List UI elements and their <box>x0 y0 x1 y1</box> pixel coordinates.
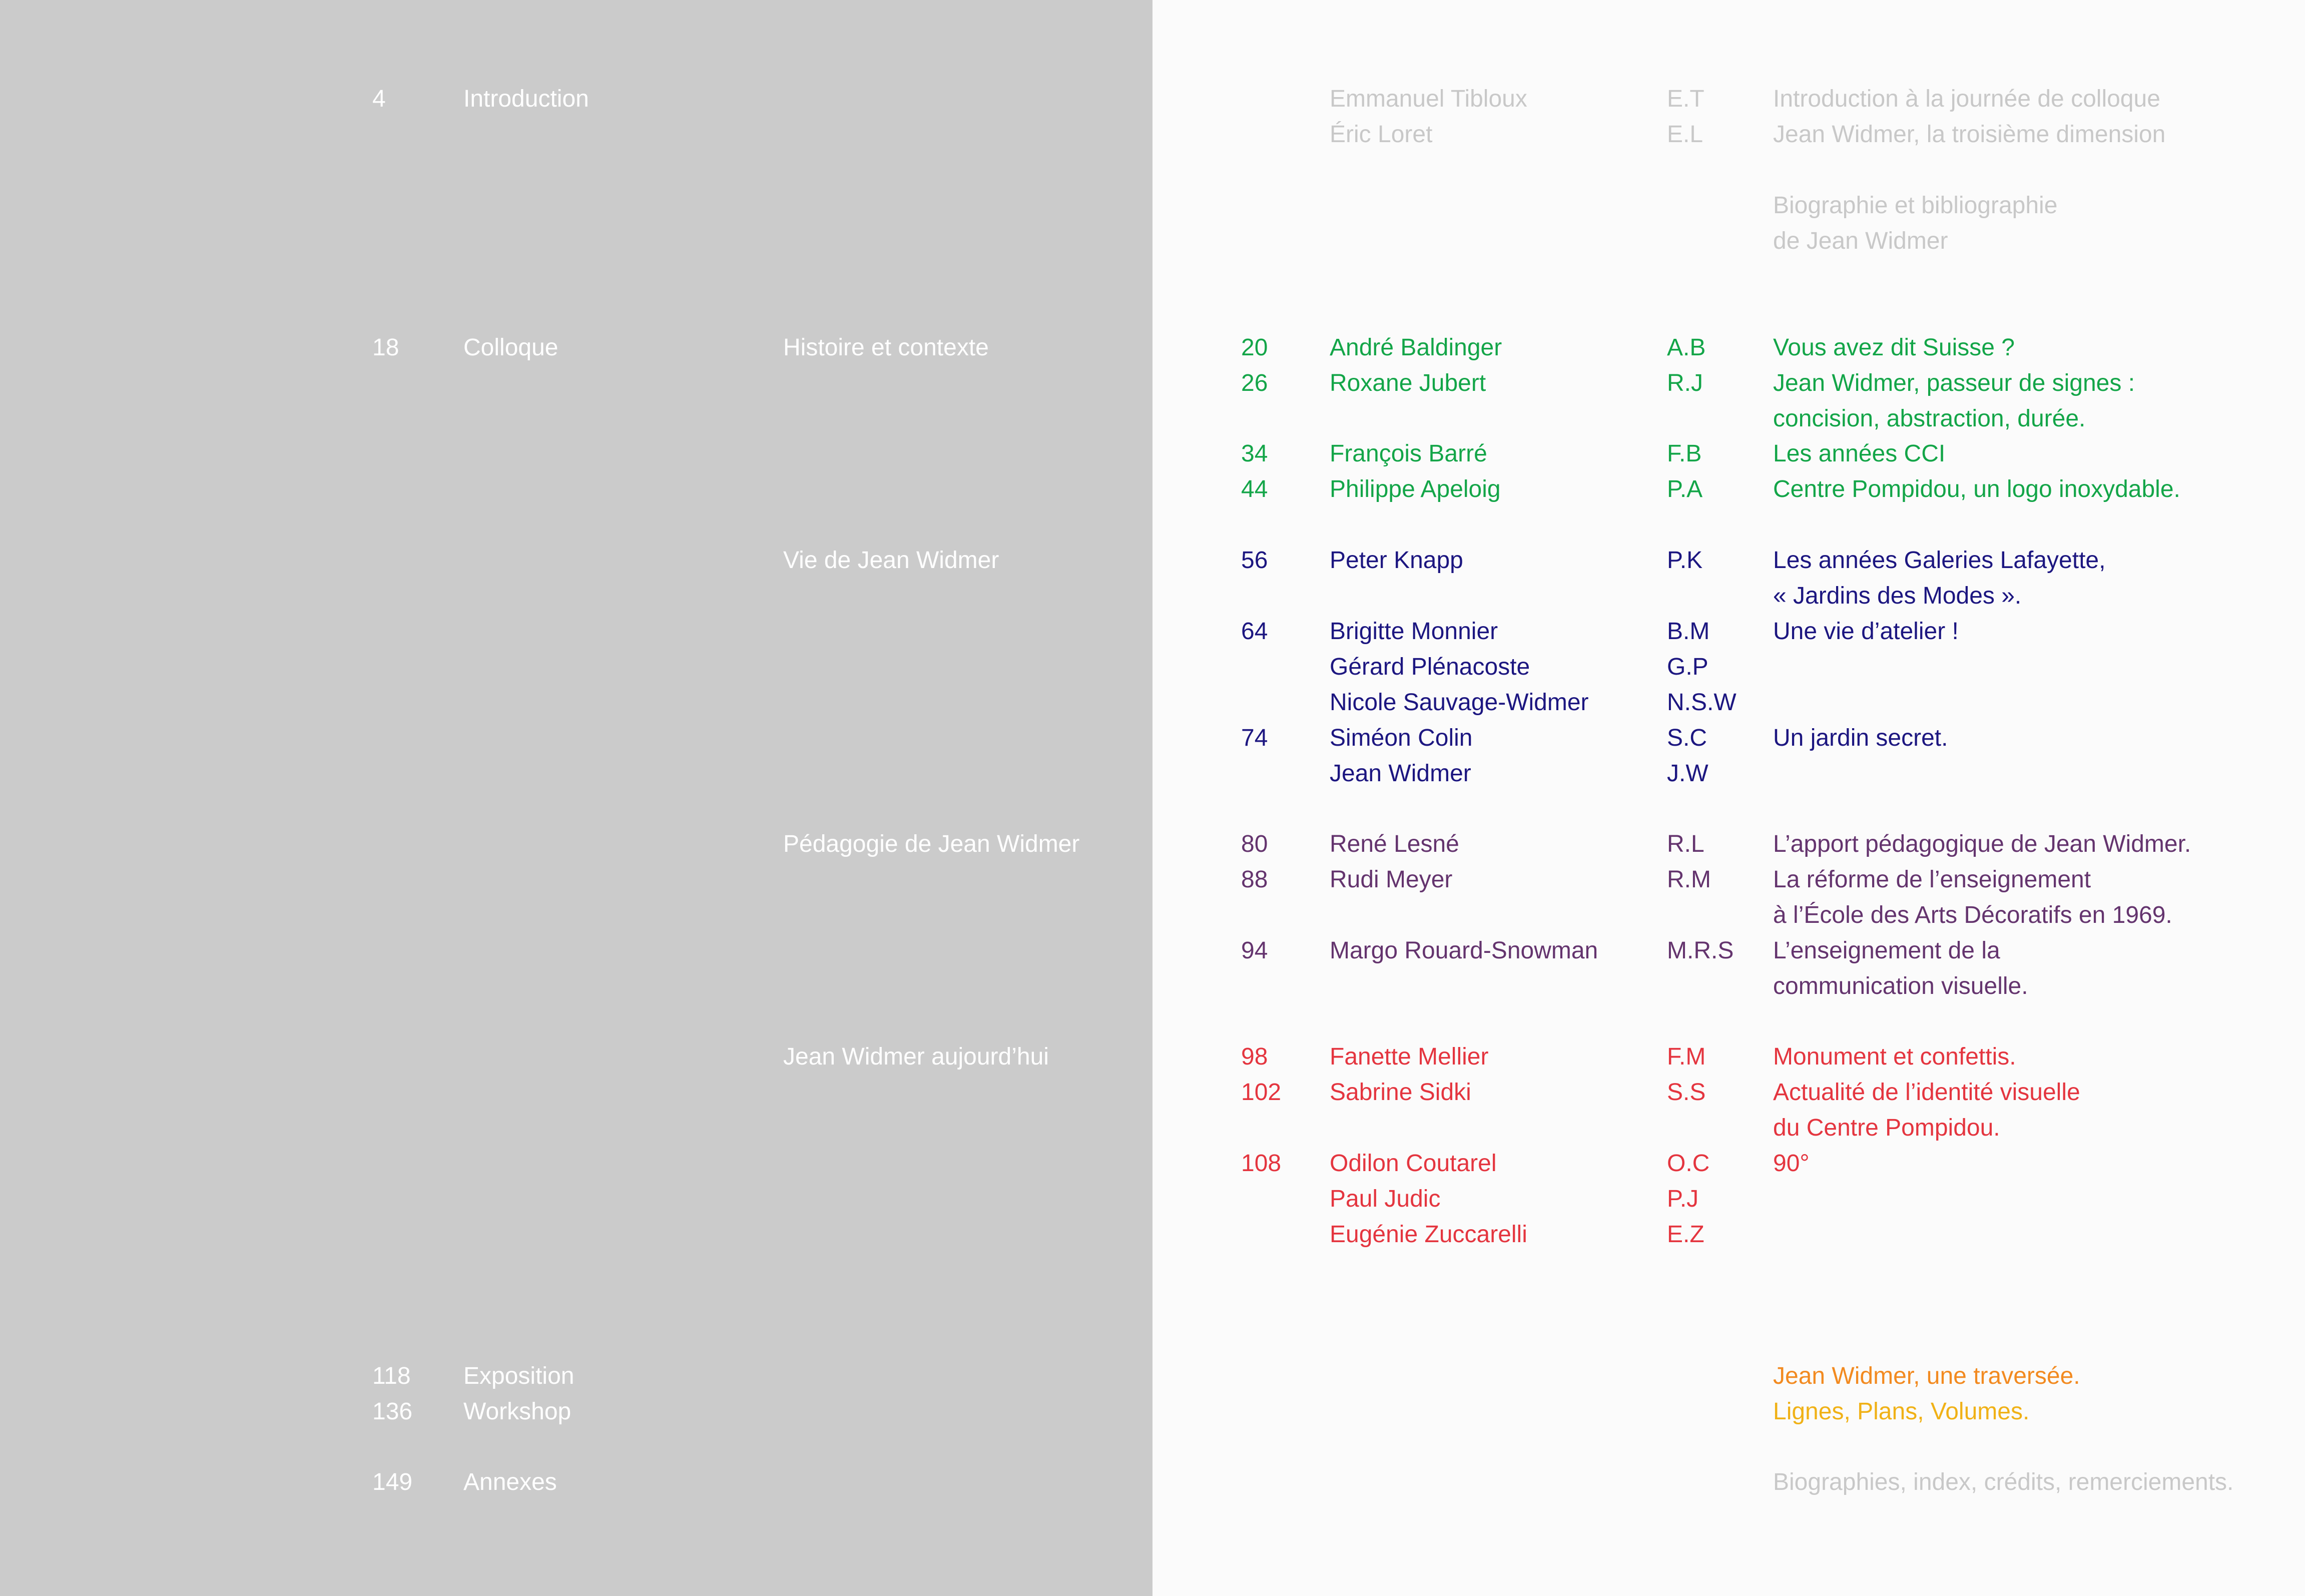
section-title: Exposition <box>463 1363 574 1389</box>
author-name: Margo Rouard-Snowman <box>1330 937 1598 964</box>
author-initials: F.B <box>1667 440 1702 467</box>
biography-line: Biographie et bibliographie <box>1773 192 2058 219</box>
author-initials: P.J <box>1667 1186 1699 1212</box>
section-number: 136 <box>372 1398 413 1425</box>
author-name: Nicole Sauvage-Widmer <box>1330 689 1589 716</box>
author-name: Peter Knapp <box>1330 547 1463 574</box>
subsection-title: Jean Widmer aujourd’hui <box>783 1043 1049 1070</box>
article-title: 90° <box>1773 1150 1810 1177</box>
author-initials: R.M <box>1667 866 1711 893</box>
author-name: Siméon Colin <box>1330 725 1473 751</box>
entry-page: 94 <box>1241 937 1268 964</box>
article-title: Vous avez dit Suisse ? <box>1773 334 2015 361</box>
article-title: Actualité de l’identité visuelle <box>1773 1079 2080 1106</box>
section-title: Introduction <box>463 86 589 112</box>
section-number: 18 <box>372 334 399 361</box>
subsection-title: Histoire et contexte <box>783 334 989 361</box>
entry-page: 98 <box>1241 1043 1268 1070</box>
author-name: André Baldinger <box>1330 334 1502 361</box>
article-title: Monument et confettis. <box>1773 1043 2016 1070</box>
author-name: Brigitte Monnier <box>1330 618 1498 645</box>
article-title-continued: « Jardins des Modes ». <box>1773 583 2022 609</box>
section-title: Colloque <box>463 334 558 361</box>
author-initials: O.C <box>1667 1150 1710 1177</box>
author-name: Gérard Plénacoste <box>1330 654 1530 680</box>
article-title: Les années Galeries Lafayette, <box>1773 547 2106 574</box>
subsection-title: Pédagogie de Jean Widmer <box>783 831 1080 857</box>
author-name: Rudi Meyer <box>1330 866 1453 893</box>
author-name: Emmanuel Tibloux <box>1330 86 1527 112</box>
entry-page: 80 <box>1241 831 1268 857</box>
entry-page: 88 <box>1241 866 1268 893</box>
author-initials: E.T <box>1667 86 1704 112</box>
author-initials: S.S <box>1667 1079 1706 1106</box>
author-name: Roxane Jubert <box>1330 370 1486 396</box>
author-initials: J.W <box>1667 760 1708 787</box>
section-number: 4 <box>372 86 386 112</box>
author-name: Sabrine Sidki <box>1330 1079 1471 1106</box>
author-initials: P.A <box>1667 476 1703 502</box>
entry-page: 108 <box>1241 1150 1282 1177</box>
author-name: Paul Judic <box>1330 1186 1441 1212</box>
article-title: L’enseignement de la <box>1773 937 2000 964</box>
article-title: Introduction à la journée de colloque <box>1773 86 2160 112</box>
author-name: Philippe Apeloig <box>1330 476 1501 502</box>
author-initials: R.J <box>1667 370 1703 396</box>
author-initials: R.L <box>1667 831 1704 857</box>
entry-page: 34 <box>1241 440 1268 467</box>
author-name: Jean Widmer <box>1330 760 1471 787</box>
entry-page: 20 <box>1241 334 1268 361</box>
article-title-continued: concision, abstraction, durée. <box>1773 405 2086 432</box>
article-title: Jean Widmer, passeur de signes : <box>1773 370 2135 396</box>
entry-page: 64 <box>1241 618 1268 645</box>
article-title: Les années CCI <box>1773 440 1946 467</box>
section-number: 149 <box>372 1469 413 1495</box>
annexes-title: Biographies, index, crédits, remerciements. <box>1773 1469 2234 1495</box>
article-title: Jean Widmer, la troisième dimension <box>1773 121 2166 148</box>
workshop-title: Lignes, Plans, Volumes. <box>1773 1398 2030 1425</box>
author-name: Odilon Coutarel <box>1330 1150 1497 1177</box>
author-initials: E.L <box>1667 121 1703 148</box>
author-name: Eugénie Zuccarelli <box>1330 1221 1527 1248</box>
author-initials: A.B <box>1667 334 1706 361</box>
article-title-continued: à l’École des Arts Décoratifs en 1969. <box>1773 902 2172 928</box>
author-initials: S.C <box>1667 725 1707 751</box>
entry-page: 26 <box>1241 370 1268 396</box>
section-title: Workshop <box>463 1398 571 1425</box>
section-title: Annexes <box>463 1469 557 1495</box>
author-initials: B.M <box>1667 618 1710 645</box>
author-name: René Lesné <box>1330 831 1459 857</box>
subsection-title: Vie de Jean Widmer <box>783 547 999 574</box>
entry-page: 102 <box>1241 1079 1282 1106</box>
article-title-continued: du Centre Pompidou. <box>1773 1115 2000 1141</box>
author-initials: N.S.W <box>1667 689 1737 716</box>
article-title-continued: communication visuelle. <box>1773 973 2028 999</box>
entry-page: 56 <box>1241 547 1268 574</box>
article-title: La réforme de l’enseignement <box>1773 866 2091 893</box>
exposition-title: Jean Widmer, une traversée. <box>1773 1363 2080 1389</box>
biography-line: de Jean Widmer <box>1773 228 1948 254</box>
author-initials: P.K <box>1667 547 1703 574</box>
author-initials: F.M <box>1667 1043 1706 1070</box>
author-name: Éric Loret <box>1330 121 1433 148</box>
author-name: François Barré <box>1330 440 1487 467</box>
article-title: Centre Pompidou, un logo inoxydable. <box>1773 476 2180 502</box>
entry-page: 44 <box>1241 476 1268 502</box>
article-title: Une vie d’atelier ! <box>1773 618 1959 645</box>
article-title: Un jardin secret. <box>1773 725 1948 751</box>
left-page <box>0 0 1152 1596</box>
entry-page: 74 <box>1241 725 1268 751</box>
author-initials: E.Z <box>1667 1221 1704 1248</box>
article-title: L’apport pédagogique de Jean Widmer. <box>1773 831 2191 857</box>
author-initials: M.R.S <box>1667 937 1734 964</box>
section-number: 118 <box>372 1363 411 1389</box>
author-initials: G.P <box>1667 654 1708 680</box>
author-name: Fanette Mellier <box>1330 1043 1489 1070</box>
